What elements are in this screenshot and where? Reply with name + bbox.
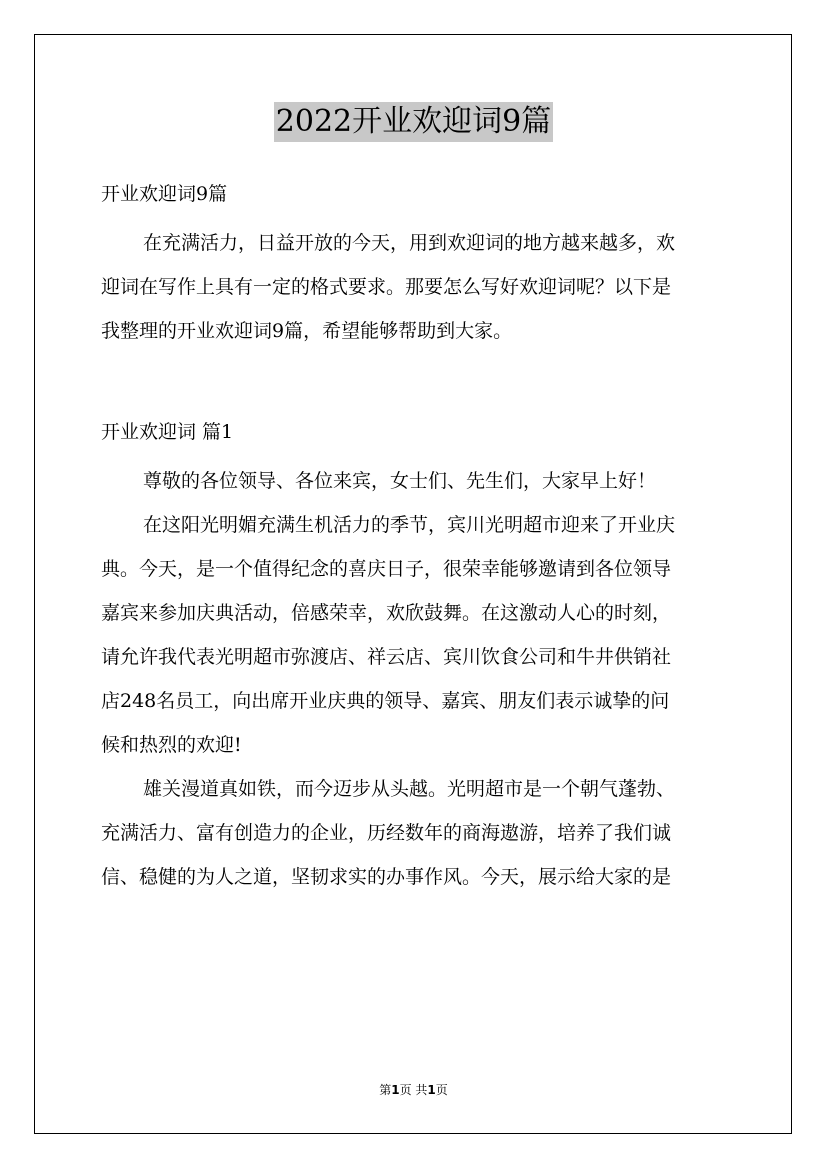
footer-mid: 页 共: [399, 1083, 428, 1097]
document-title: 2022开业欢迎词9篇: [274, 102, 553, 142]
paragraph-line: 典。今天，是一个值得纪念的喜庆日子，很荣幸能够邀请到各位领导: [101, 558, 672, 580]
title-container: [0, 102, 827, 142]
paragraph-line: 充满活力、富有创造力的企业，历经数年的商海遨游，培养了我们诚: [101, 822, 672, 844]
greeting-line: 尊敬的各位领导、各位来宾，女士们、先生们，大家早上好！: [143, 470, 657, 492]
paragraph-line: 信、稳健的为人之道，坚韧求实的办事作风。今天，展示给大家的是: [101, 866, 672, 888]
footer-total-pages: 1: [427, 1083, 436, 1097]
intro-line: 在充满活力，日益开放的今天，用到欢迎词的地方越来越多，欢: [143, 232, 676, 254]
footer-page-number: 1: [391, 1083, 400, 1097]
footer-prefix: 第: [379, 1083, 392, 1097]
paragraph-line: 候和热烈的欢迎!: [101, 734, 242, 756]
document-body: [101, 172, 727, 899]
paragraph-line: 雄关漫道真如铁，而今迈步从头越。光明超市是一个朝气蓬勃、: [143, 778, 676, 800]
subtitle: 开业欢迎词9篇: [101, 183, 228, 205]
paragraph-line: 嘉宾来参加庆典活动，倍感荣幸，欢欣鼓舞。在这激动人心的时刻，: [101, 602, 672, 624]
paragraph-line: 请允许我代表光明超市弥渡店、祥云店、宾川饮食公司和牛井供销社: [101, 646, 672, 668]
paragraph-line: 店248名员工，向出席开业庆典的领导、嘉宾、朋友们表示诚挚的问: [101, 690, 670, 712]
intro-line: 我整理的开业欢迎词9篇，希望能够帮助到大家。: [101, 320, 513, 342]
page-footer: [0, 1082, 827, 1098]
paragraph-line: 在这阳光明媚充满生机活力的季节，宾川光明超市迎来了开业庆: [143, 514, 676, 536]
section-heading: 开业欢迎词 篇1: [101, 421, 234, 443]
intro-line: 迎词在写作上具有一定的格式要求。那要怎么写好欢迎词呢？以下是: [101, 276, 672, 298]
footer-suffix: 页: [435, 1083, 448, 1097]
